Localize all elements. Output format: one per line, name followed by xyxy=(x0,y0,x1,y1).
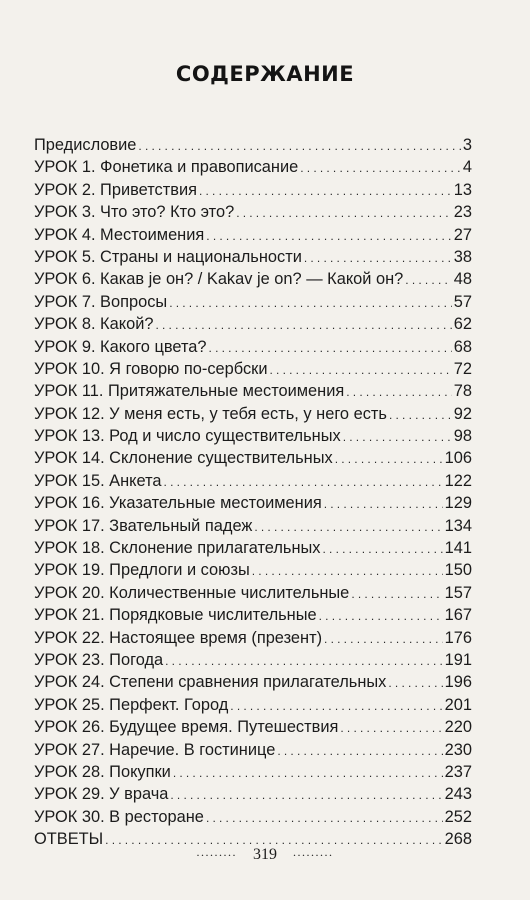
toc-leader-dots xyxy=(351,583,442,605)
toc-entry-title: УРОК 10. Я говорю по-сербски xyxy=(34,359,268,378)
toc-leader-dots xyxy=(277,740,442,762)
toc-entry-title: УРОК 14. Склонение существительных xyxy=(34,449,333,468)
toc-entry xyxy=(34,224,472,246)
toc-entry xyxy=(34,582,472,604)
toc-entry-page: 68 xyxy=(453,337,472,356)
toc-entry xyxy=(34,358,472,380)
toc-entry xyxy=(34,739,472,761)
toc-entry-title: УРОК 24. Степени сравнения прилагательных xyxy=(34,673,387,692)
toc-leader-dots xyxy=(173,762,443,784)
toc-entry-title: УРОК 13. Род и число существительных xyxy=(34,427,341,446)
toc-entry-page: 141 xyxy=(444,539,472,558)
toc-entry-title: УРОК 2. Приветствия xyxy=(34,180,197,199)
toc-entry-page: 243 xyxy=(444,785,472,804)
toc-leader-dots xyxy=(346,381,452,403)
toc-entry-page: 157 xyxy=(444,583,472,602)
toc-entry xyxy=(34,313,472,335)
toc-leader-dots xyxy=(252,560,443,582)
toc-entry-title: УРОК 29. У врача xyxy=(34,785,169,804)
toc-entry xyxy=(34,179,472,201)
toc-entry xyxy=(34,403,472,425)
toc-leader-dots xyxy=(138,135,460,157)
toc-leader-dots xyxy=(230,695,442,717)
toc-entry-title: ОТВЕТЫ xyxy=(34,830,104,849)
toc-entry-title: УРОК 20. Количественные числительные xyxy=(34,583,350,602)
toc-leader-dots xyxy=(206,807,443,829)
toc-entry xyxy=(34,470,472,492)
toc-leader-dots xyxy=(209,337,452,359)
toc-entry-title: Предисловие xyxy=(34,136,137,154)
toc-leader-dots xyxy=(169,292,452,314)
toc-entry-page: 252 xyxy=(444,807,472,826)
toc-leader-dots xyxy=(323,538,443,560)
toc-entry xyxy=(34,806,472,828)
page-number: 319 xyxy=(253,846,277,863)
toc-entry xyxy=(34,447,472,469)
toc-entry-page: 72 xyxy=(453,359,472,378)
toc-entry-title: УРОК 21. Порядковые числительные xyxy=(34,606,317,625)
toc-leader-dots xyxy=(300,157,461,179)
toc-entry-page: 98 xyxy=(453,427,472,446)
toc-entry xyxy=(34,671,472,693)
toc-entry-title: УРОК 4. Местоимения xyxy=(34,225,205,244)
table-of-contents xyxy=(34,134,472,851)
toc-leader-dots xyxy=(206,225,451,247)
toc-leader-dots xyxy=(155,314,451,336)
toc-entry xyxy=(34,537,472,559)
toc-entry xyxy=(34,336,472,358)
toc-entry-title: УРОК 12. У меня есть, у тебя есть, у него есть xyxy=(34,404,387,423)
toc-leader-dots xyxy=(324,628,443,650)
toc-entry-page: 13 xyxy=(453,180,472,199)
toc-entry xyxy=(34,761,472,783)
toc-entry-title: УРОК 19. Предлоги и союзы xyxy=(34,561,250,580)
toc-entry-page: 220 xyxy=(444,718,472,737)
toc-entry-page: 92 xyxy=(453,404,472,423)
toc-entry-page: 191 xyxy=(444,650,472,669)
toc-entry xyxy=(34,604,472,626)
toc-entry-title: УРОК 11. Притяжательные местоимения xyxy=(34,382,345,401)
toc-entry xyxy=(34,694,472,716)
toc-entry-page: 4 xyxy=(462,158,472,177)
toc-entry-page: 201 xyxy=(444,695,472,714)
toc-entry xyxy=(34,492,472,514)
toc-entry-page: 230 xyxy=(444,740,472,759)
toc-entry-title: УРОК 28. Покупки xyxy=(34,762,171,781)
toc-entry-page: 167 xyxy=(444,606,472,625)
toc-entry-page: 23 xyxy=(453,203,472,222)
toc-entry-page: 38 xyxy=(453,247,472,266)
toc-entry-page: 122 xyxy=(444,471,472,490)
toc-entry-title: УРОК 1. Фонетика и правописание xyxy=(34,158,299,177)
toc-leader-dots xyxy=(389,404,452,426)
toc-leader-dots xyxy=(340,717,442,739)
toc-entry xyxy=(34,425,472,447)
toc-leader-dots xyxy=(304,247,452,269)
toc-entry-page: 78 xyxy=(453,382,472,401)
toc-leader-dots xyxy=(254,516,442,538)
toc-entry xyxy=(34,268,472,290)
toc-leader-dots xyxy=(165,650,443,672)
toc-leader-dots xyxy=(319,605,443,627)
toc-entry-title: УРОК 16. Указательные местоимения xyxy=(34,494,322,513)
toc-entry-page: 57 xyxy=(453,292,472,311)
toc-leader-dots xyxy=(405,269,451,291)
toc-entry xyxy=(34,246,472,268)
toc-entry-title: УРОК 27. Наречие. В гостинице xyxy=(34,740,276,759)
toc-entry-page: 62 xyxy=(453,315,472,334)
toc-entry xyxy=(34,559,472,581)
toc-entry-title: УРОК 25. Перфект. Город xyxy=(34,695,229,714)
toc-entry-title: УРОК 18. Склонение прилагательных xyxy=(34,539,321,558)
toc-entry-title: УРОК 30. В ресторане xyxy=(34,807,204,826)
toc-entry-page: 196 xyxy=(444,673,472,692)
toc-entry-page: 134 xyxy=(444,516,472,535)
page-footer xyxy=(0,846,530,864)
toc-entry xyxy=(34,201,472,223)
toc-entry-page: 27 xyxy=(453,225,472,244)
toc-entry-title: УРОК 3. Что это? Кто это? xyxy=(34,203,235,222)
toc-leader-dots xyxy=(236,202,452,224)
toc-entry xyxy=(34,134,472,156)
toc-entry-page: 3 xyxy=(462,136,472,154)
footer-dots-right: ......... xyxy=(293,845,334,859)
toc-entry-title: УРОК 22. Настоящее время (презент) xyxy=(34,628,323,647)
toc-leader-dots xyxy=(324,493,443,515)
toc-entry-page: 106 xyxy=(444,449,472,468)
toc-entry xyxy=(34,291,472,313)
toc-entry-title: УРОК 23. Погода xyxy=(34,650,164,669)
toc-entry xyxy=(34,649,472,671)
toc-leader-dots xyxy=(388,672,442,694)
toc-entry-page: 268 xyxy=(444,830,472,849)
toc-leader-dots xyxy=(199,180,452,202)
toc-entry-title: УРОК 15. Анкета xyxy=(34,471,162,490)
footer-dots-left: ......... xyxy=(196,845,237,859)
toc-entry-title: УРОК 17. Звательный падеж xyxy=(34,516,253,535)
toc-leader-dots xyxy=(164,471,443,493)
toc-entry xyxy=(34,515,472,537)
page-title: СОДЕРЖАНИЕ xyxy=(175,62,355,86)
toc-leader-dots xyxy=(270,359,452,381)
toc-entry xyxy=(34,156,472,178)
toc-leader-dots xyxy=(170,784,442,806)
toc-entry xyxy=(34,783,472,805)
toc-entry-title: УРОК 5. Страны и национальности xyxy=(34,247,302,266)
toc-entry-title: УРОК 7. Вопросы xyxy=(34,292,168,311)
toc-entry-page: 150 xyxy=(444,561,472,580)
toc-entry-page: 176 xyxy=(444,628,472,647)
toc-entry-title: УРОК 26. Будущее время. Путешествия xyxy=(34,718,339,737)
toc-leader-dots xyxy=(335,448,443,470)
toc-leader-dots xyxy=(343,426,452,448)
toc-entry xyxy=(34,716,472,738)
toc-entry xyxy=(34,380,472,402)
toc-entry-page: 129 xyxy=(444,494,472,513)
toc-entry-page: 48 xyxy=(453,270,472,289)
toc-entry xyxy=(34,627,472,649)
toc-entry-title: УРОК 9. Какого цвета? xyxy=(34,337,207,356)
toc-entry-title: УРОК 8. Какой? xyxy=(34,315,154,334)
toc-entry-title: УРОК 6. Какав је он? / Kakav je on? — Какой он? xyxy=(34,270,404,289)
toc-entry-page: 237 xyxy=(444,762,472,781)
